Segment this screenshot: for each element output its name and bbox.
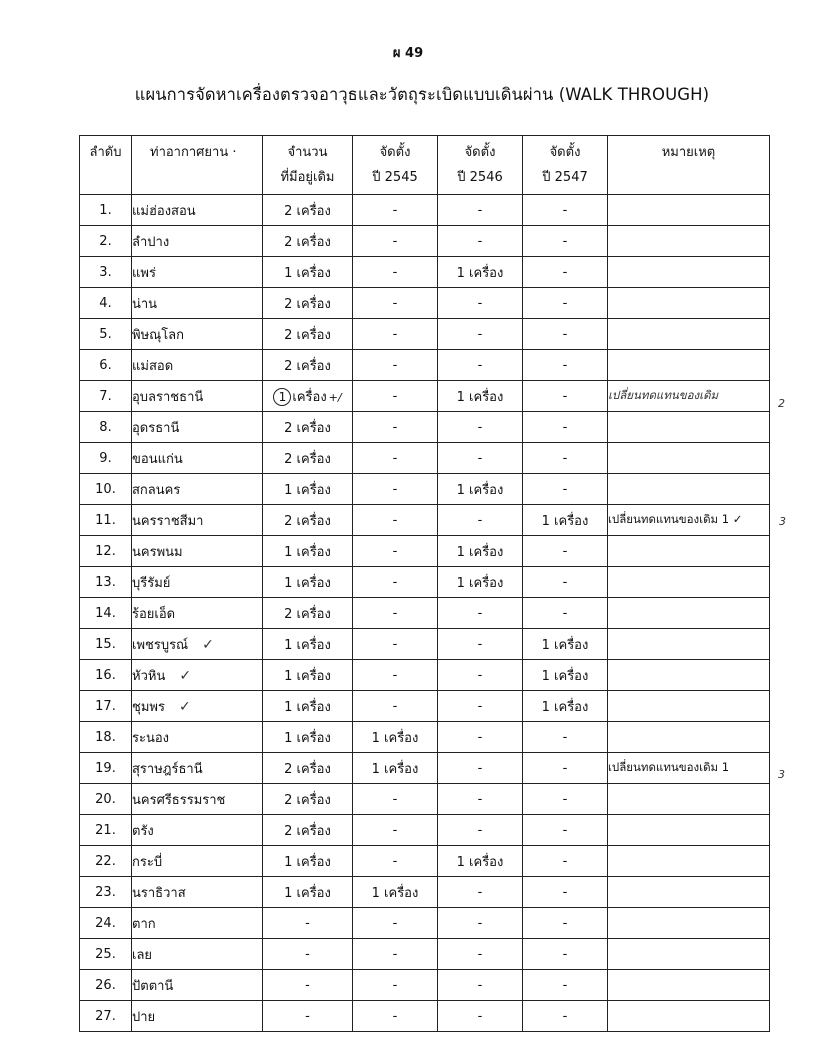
remark: เปลี่ยนทดแทนของเดิม — [608, 381, 770, 412]
install-2546: - — [438, 722, 523, 753]
table-row — [80, 381, 770, 412]
airport-name-text: น่าน — [132, 296, 158, 312]
airport-name-text: แม่ฮ่องสอน — [132, 203, 196, 219]
airport-name — [132, 319, 263, 350]
airport-name — [132, 908, 263, 939]
install-2545: - — [353, 908, 438, 939]
airport-name-text: ปัตตานี — [132, 978, 174, 994]
install-2545: - — [353, 319, 438, 350]
install-2545: 1 เครื่อง — [353, 877, 438, 908]
airport-name-text: เพชรบูรณ์ — [132, 637, 189, 653]
airport-name — [132, 443, 263, 474]
install-2545: - — [353, 443, 438, 474]
header-2546-line1: จัดตั้ง — [464, 145, 496, 160]
row-number: 13. — [80, 567, 132, 598]
install-2547: - — [523, 412, 608, 443]
install-2547: - — [523, 381, 608, 412]
row-number: 2. — [80, 226, 132, 257]
existing-qty: 1 เครื่อง — [263, 722, 353, 753]
header-2547-line2: ปี 2547 — [542, 170, 588, 185]
install-2547: - — [523, 908, 608, 939]
install-2547: - — [523, 474, 608, 505]
install-2545: - — [353, 567, 438, 598]
check-mark-icon: ✓ — [179, 667, 192, 684]
existing-qty: 1 เครื่อง — [263, 629, 353, 660]
row-number: 4. — [80, 288, 132, 319]
install-2545: - — [353, 350, 438, 381]
install-2545: - — [353, 226, 438, 257]
install-2547: - — [523, 970, 608, 1001]
airport-name-text: ระนอง — [132, 730, 170, 746]
table-row — [80, 505, 770, 536]
table-row — [80, 846, 770, 877]
table-row — [80, 350, 770, 381]
install-2546: - — [438, 226, 523, 257]
install-2547: 1 เครื่อง — [523, 629, 608, 660]
row-number: 24. — [80, 908, 132, 939]
remark: เปลี่ยนทดแทนของเดิม 1 ✓ — [608, 505, 770, 536]
install-2546: - — [438, 598, 523, 629]
install-2547: - — [523, 288, 608, 319]
table-row — [80, 598, 770, 629]
airport-name-text: นครพนม — [132, 544, 183, 560]
install-2546: - — [438, 660, 523, 691]
existing-qty: - — [263, 939, 353, 970]
existing-qty: 1 เครื่อง — [263, 691, 353, 722]
existing-qty: 1 เครื่อง — [263, 660, 353, 691]
install-2546: - — [438, 629, 523, 660]
existing-qty: 2 เครื่อง — [263, 319, 353, 350]
install-2546: - — [438, 319, 523, 350]
table-row — [80, 970, 770, 1001]
table-row — [80, 877, 770, 908]
row-number: 23. — [80, 877, 132, 908]
airport-name-text: อุดรธานี — [132, 420, 180, 436]
airport-name — [132, 660, 263, 691]
remark — [608, 257, 770, 288]
install-2546: - — [438, 908, 523, 939]
row-number: 25. — [80, 939, 132, 970]
install-2547: - — [523, 443, 608, 474]
header-airport-label: ท่าอากาศยาน · — [150, 145, 237, 160]
existing-qty: 2 เครื่อง — [263, 784, 353, 815]
table-row — [80, 1001, 770, 1032]
airport-name — [132, 257, 263, 288]
existing-qty: 1 เครื่อง — [263, 846, 353, 877]
install-2545: - — [353, 195, 438, 226]
table-row — [80, 691, 770, 722]
install-2545: - — [353, 815, 438, 846]
remark: เปลี่ยนทดแทนของเดิม 1 — [608, 753, 770, 784]
remark — [608, 784, 770, 815]
airport-name — [132, 753, 263, 784]
header-qty-line2: ที่มีอยู่เดิม — [280, 170, 335, 185]
airport-name — [132, 474, 263, 505]
table-row — [80, 195, 770, 226]
install-2547: - — [523, 784, 608, 815]
header-2546 — [438, 136, 523, 195]
install-2546: 1 เครื่อง — [438, 257, 523, 288]
remark — [608, 443, 770, 474]
install-2546: 1 เครื่อง — [438, 846, 523, 877]
airport-name — [132, 722, 263, 753]
remark — [608, 598, 770, 629]
airport-name — [132, 846, 263, 877]
remark — [608, 226, 770, 257]
table-row — [80, 536, 770, 567]
table-row — [80, 908, 770, 939]
install-2546: - — [438, 443, 523, 474]
install-2545: - — [353, 784, 438, 815]
row-number: 12. — [80, 536, 132, 567]
qty-unit: เครื่อง — [292, 389, 327, 405]
install-2546: - — [438, 691, 523, 722]
existing-qty: 1 เครื่อง — [263, 877, 353, 908]
install-2546: - — [438, 1001, 523, 1032]
check-mark-icon: ✓ — [202, 636, 214, 653]
row-number: 3. — [80, 257, 132, 288]
install-2546: 1 เครื่อง — [438, 381, 523, 412]
install-2547: - — [523, 350, 608, 381]
remark — [608, 629, 770, 660]
airport-name-text: ตาก — [132, 916, 156, 932]
airport-name-text: สุราษฎร์ธานี — [132, 761, 203, 777]
airport-name — [132, 784, 263, 815]
airport-name — [132, 970, 263, 1001]
install-2545: - — [353, 536, 438, 567]
airport-name — [132, 567, 263, 598]
table-body — [80, 195, 770, 1032]
remark — [608, 350, 770, 381]
table-row — [80, 722, 770, 753]
remark — [608, 288, 770, 319]
existing-qty — [263, 381, 353, 412]
remark — [608, 908, 770, 939]
install-2547: - — [523, 319, 608, 350]
airport-name — [132, 350, 263, 381]
margin-mark-row11: 3 — [779, 515, 786, 528]
airport-name-text: พิษณุโลก — [132, 327, 185, 343]
remark — [608, 1001, 770, 1032]
header-2546-line2: ปี 2546 — [457, 170, 503, 185]
header-no — [80, 136, 132, 195]
install-2546: - — [438, 412, 523, 443]
existing-qty: 2 เครื่อง — [263, 288, 353, 319]
install-2547: - — [523, 195, 608, 226]
airport-name — [132, 598, 263, 629]
handwritten-mark: +/ — [328, 390, 342, 404]
row-number: 18. — [80, 722, 132, 753]
install-2545: - — [353, 412, 438, 443]
existing-qty: 1 เครื่อง — [263, 257, 353, 288]
airport-name-text: อุบลราชธานี — [132, 389, 204, 405]
procurement-table — [79, 135, 770, 1032]
row-number: 9. — [80, 443, 132, 474]
remark — [608, 846, 770, 877]
row-number: 1. — [80, 195, 132, 226]
header-note — [608, 136, 770, 195]
existing-qty: - — [263, 908, 353, 939]
airport-name — [132, 1001, 263, 1032]
airport-name-text: ตรัง — [132, 823, 154, 839]
airport-name-text: ลำปาง — [132, 234, 170, 250]
airport-name — [132, 195, 263, 226]
airport-name — [132, 505, 263, 536]
existing-qty: 1 เครื่อง — [263, 536, 353, 567]
page-number: ผ 49 — [392, 46, 424, 61]
airport-name-text: ขอนแก่น — [132, 451, 183, 467]
airport-name-text: นครศรีธรรมราช — [132, 792, 226, 808]
install-2546: 1 เครื่อง — [438, 567, 523, 598]
install-2547: - — [523, 877, 608, 908]
airport-name — [132, 536, 263, 567]
table-row — [80, 939, 770, 970]
install-2546: - — [438, 288, 523, 319]
install-2546: - — [438, 815, 523, 846]
remark — [608, 970, 770, 1001]
existing-qty: 2 เครื่อง — [263, 443, 353, 474]
install-2547: - — [523, 536, 608, 567]
existing-qty: 2 เครื่อง — [263, 505, 353, 536]
header-no-label: ลำดับ — [89, 145, 122, 160]
install-2545: - — [353, 1001, 438, 1032]
install-2547: - — [523, 1001, 608, 1032]
install-2545: - — [353, 598, 438, 629]
airport-name-text: กระบี่ — [132, 854, 163, 870]
install-2545: - — [353, 288, 438, 319]
table-row — [80, 226, 770, 257]
row-number: 14. — [80, 598, 132, 629]
table-row — [80, 474, 770, 505]
install-2547: 1 เครื่อง — [523, 691, 608, 722]
airport-name — [132, 939, 263, 970]
row-number: 6. — [80, 350, 132, 381]
install-2545: 1 เครื่อง — [353, 753, 438, 784]
existing-qty: - — [263, 1001, 353, 1032]
install-2545: - — [353, 505, 438, 536]
install-2547: - — [523, 567, 608, 598]
airport-name — [132, 815, 263, 846]
airport-name-text: ปาย — [132, 1009, 156, 1025]
row-number: 17. — [80, 691, 132, 722]
remark — [608, 536, 770, 567]
header-2545-line1: จัดตั้ง — [379, 145, 411, 160]
table-row — [80, 567, 770, 598]
airport-name — [132, 691, 263, 722]
row-number: 8. — [80, 412, 132, 443]
install-2547: - — [523, 939, 608, 970]
install-2546: - — [438, 350, 523, 381]
airport-name — [132, 629, 263, 660]
install-2545: - — [353, 691, 438, 722]
install-2545: - — [353, 629, 438, 660]
row-number: 5. — [80, 319, 132, 350]
install-2545: - — [353, 939, 438, 970]
table-row — [80, 784, 770, 815]
row-number: 15. — [80, 629, 132, 660]
install-2545: - — [353, 474, 438, 505]
remark — [608, 939, 770, 970]
row-number: 26. — [80, 970, 132, 1001]
circled-qty: 1 — [273, 388, 291, 406]
header-note-label: หมายเหตุ — [661, 145, 716, 160]
row-number: 19. — [80, 753, 132, 784]
row-number: 20. — [80, 784, 132, 815]
existing-qty: 1 เครื่อง — [263, 567, 353, 598]
airport-name — [132, 412, 263, 443]
airport-name-text: นราธิวาส — [132, 885, 186, 901]
existing-qty: 2 เครื่อง — [263, 350, 353, 381]
remark — [608, 722, 770, 753]
install-2547: - — [523, 846, 608, 877]
install-2545: - — [353, 257, 438, 288]
header-qty-line1: จำนวน — [287, 145, 328, 160]
install-2547: - — [523, 753, 608, 784]
row-number: 22. — [80, 846, 132, 877]
install-2546: - — [438, 939, 523, 970]
install-2547: - — [523, 257, 608, 288]
airport-name — [132, 877, 263, 908]
table-row — [80, 753, 770, 784]
remark — [608, 195, 770, 226]
table-row — [80, 288, 770, 319]
header-airport — [132, 136, 263, 195]
row-number: 10. — [80, 474, 132, 505]
install-2546: - — [438, 877, 523, 908]
install-2546: - — [438, 195, 523, 226]
table-row — [80, 257, 770, 288]
table-row — [80, 319, 770, 350]
row-number: 27. — [80, 1001, 132, 1032]
install-2547: - — [523, 722, 608, 753]
install-2547: - — [523, 226, 608, 257]
row-number: 21. — [80, 815, 132, 846]
airport-name — [132, 288, 263, 319]
install-2545: - — [353, 660, 438, 691]
airport-name-text: ร้อยเอ็ด — [132, 606, 176, 622]
install-2546: - — [438, 784, 523, 815]
remark — [608, 660, 770, 691]
airport-name-text: หัวหิน — [132, 668, 166, 684]
document-title: แผนการจัดหาเครื่องตรวจอาวุธและวัตถุระเบิดแบบเดินผ่าน (WALK THROUGH) — [134, 85, 710, 104]
install-2545: - — [353, 970, 438, 1001]
remark — [608, 691, 770, 722]
airport-name-text: ชุมพร — [132, 699, 165, 715]
airport-name-text: บุรีรัมย์ — [132, 575, 171, 591]
table-row — [80, 412, 770, 443]
existing-qty: 2 เครื่อง — [263, 195, 353, 226]
existing-qty: 2 เครื่อง — [263, 412, 353, 443]
table-header-row — [80, 136, 770, 195]
install-2546: - — [438, 505, 523, 536]
table-row — [80, 815, 770, 846]
install-2547: 1 เครื่อง — [523, 505, 608, 536]
check-mark-icon: ✓ — [178, 698, 191, 715]
row-number: 7. — [80, 381, 132, 412]
install-2547: - — [523, 815, 608, 846]
table-row — [80, 629, 770, 660]
airport-name — [132, 226, 263, 257]
row-number: 11. — [80, 505, 132, 536]
airport-name — [132, 381, 263, 412]
row-number: 16. — [80, 660, 132, 691]
remark — [608, 412, 770, 443]
remark — [608, 319, 770, 350]
existing-qty: 2 เครื่อง — [263, 226, 353, 257]
existing-qty: - — [263, 970, 353, 1001]
table-row — [80, 660, 770, 691]
remark — [608, 815, 770, 846]
airport-name-text: นครราชสีมา — [132, 513, 204, 529]
airport-name-text: สกลนคร — [132, 482, 181, 498]
airport-name-text: แพร่ — [132, 265, 156, 281]
existing-qty: 2 เครื่อง — [263, 815, 353, 846]
install-2546: - — [438, 753, 523, 784]
header-2547-line1: จัดตั้ง — [549, 145, 581, 160]
header-qty — [263, 136, 353, 195]
header-2547 — [523, 136, 608, 195]
install-2546: - — [438, 970, 523, 1001]
install-2546: 1 เครื่อง — [438, 474, 523, 505]
header-2545-line2: ปี 2545 — [372, 170, 418, 185]
header-2545 — [353, 136, 438, 195]
remark — [608, 567, 770, 598]
existing-qty: 1 เครื่อง — [263, 474, 353, 505]
airport-name-text: เลย — [132, 947, 153, 963]
airport-name-text: แม่สอด — [132, 358, 174, 374]
margin-mark-row19: 3 — [778, 768, 785, 781]
table-row — [80, 443, 770, 474]
install-2546: 1 เครื่อง — [438, 536, 523, 567]
existing-qty: 2 เครื่อง — [263, 598, 353, 629]
install-2545: 1 เครื่อง — [353, 722, 438, 753]
remark — [608, 877, 770, 908]
existing-qty: 2 เครื่อง — [263, 753, 353, 784]
install-2547: - — [523, 598, 608, 629]
install-2547: 1 เครื่อง — [523, 660, 608, 691]
margin-mark-row7: 2 — [778, 397, 785, 410]
install-2545: - — [353, 846, 438, 877]
install-2545: - — [353, 381, 438, 412]
remark — [608, 474, 770, 505]
